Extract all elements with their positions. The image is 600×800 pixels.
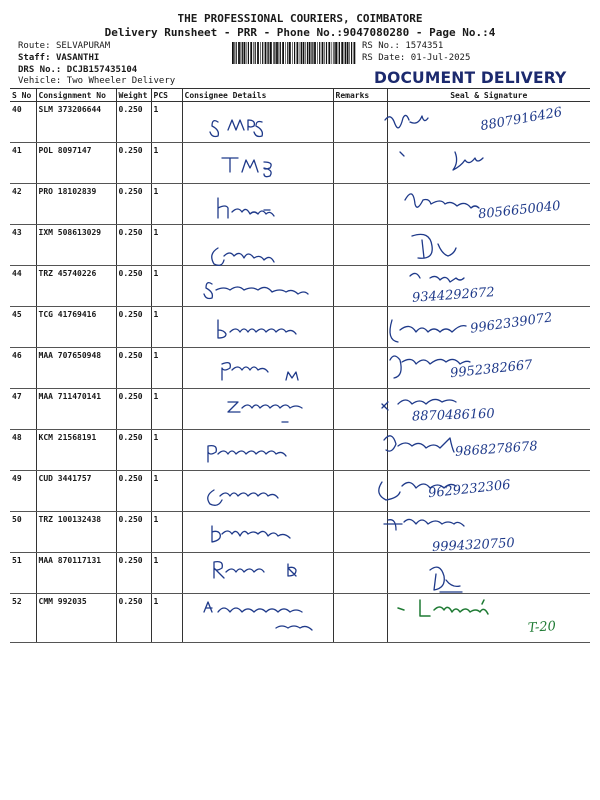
signature-row-42 [405, 194, 479, 208]
weight-cell: 0.250 [116, 553, 151, 594]
weight-cell: 0.250 [116, 471, 151, 512]
pcs-cell: 1 [151, 430, 182, 471]
handwritten-phone: 9344292672 [411, 285, 496, 306]
consignee-handwriting-44 [204, 283, 308, 299]
handwritten-phone: 9952382667 [449, 357, 534, 382]
weight-cell: 0.250 [116, 389, 151, 430]
signature-row-50 [384, 519, 464, 530]
consignment-cell: PRO 18102839 [36, 184, 116, 225]
handwritten-phone: 8807916426 [479, 104, 564, 135]
route-value: SELVAPURAM [55, 41, 111, 51]
document-delivery-stamp: DOCUMENT DELIVERY [374, 68, 567, 87]
signature-row-40 [385, 115, 428, 127]
consignee-handwriting-40 [210, 120, 262, 137]
consignee-handwriting-42 [218, 198, 274, 218]
handwritten-phone: 9994320750 [431, 535, 516, 556]
pcs-cell: 1 [151, 553, 182, 594]
handwritten-phone: 8056650040 [477, 198, 562, 223]
sno-cell: 47 [10, 389, 36, 430]
sno-cell: 41 [10, 143, 36, 184]
pcs-cell: 1 [151, 184, 182, 225]
consignee-handwriting-48 [208, 446, 286, 462]
consignee-handwriting-50 [212, 526, 290, 542]
weight-cell: 0.250 [116, 102, 151, 143]
pcs-cell: 1 [151, 225, 182, 266]
header-consignment: Consignment No [36, 89, 116, 102]
staff-value: VASANTHI [55, 53, 100, 63]
consignee-handwriting-41 [222, 158, 271, 177]
weight-cell: 0.250 [116, 594, 151, 643]
consignee-handwriting-43 [212, 248, 274, 265]
signature-row-48 [384, 436, 454, 452]
sno-cell: 49 [10, 471, 36, 512]
weight-cell: 0.250 [116, 348, 151, 389]
handwritten-phone: 9962339072 [469, 310, 554, 337]
vehicle-label: Vehicle: [18, 76, 62, 86]
rs-date-label: RS Date: [362, 53, 406, 63]
handwritten-phone: 8870486160 [411, 406, 495, 425]
header-consignee: Consignee Details [182, 89, 333, 102]
weight-cell: 0.250 [116, 512, 151, 553]
signature-row-41 [400, 152, 483, 170]
staff-label: Staff: [18, 53, 51, 63]
weight-cell: 0.250 [116, 266, 151, 307]
vehicle-value: Two Wheeler Delivery [66, 76, 176, 86]
consignee-handwriting-51 [214, 562, 296, 578]
consignment-cell: TRZ 45740226 [36, 266, 116, 307]
consignment-cell: TRZ 100132438 [36, 512, 116, 553]
handwritten-time: T-20 [527, 619, 557, 636]
weight-cell: 0.250 [116, 430, 151, 471]
drs-label: DRS No.: [18, 65, 62, 75]
rs-no-label: RS No.: [362, 41, 400, 51]
pcs-cell: 1 [151, 471, 182, 512]
pcs-cell: 1 [151, 594, 182, 643]
pcs-cell: 1 [151, 102, 182, 143]
consignment-cell: CUD 3441757 [36, 471, 116, 512]
signature-row-45 [390, 320, 466, 342]
consignment-cell: IXM 508613029 [36, 225, 116, 266]
runsheet-title: Delivery Runsheet - PRR - Phone No.:9047080280 - Page No.:4 [104, 26, 496, 39]
header-signature: Seal & Signature [387, 89, 590, 102]
handwritten-phone: 9868278678 [454, 439, 539, 460]
consignee-handwriting-52 [204, 602, 312, 630]
sno-cell: 50 [10, 512, 36, 553]
signature-row-51 [430, 567, 462, 592]
consignee-handwriting-47 [228, 402, 302, 422]
header-pcs: PCS [151, 89, 182, 102]
header-weight: Weight [116, 89, 151, 102]
sno-cell: 43 [10, 225, 36, 266]
weight-cell: 0.250 [116, 225, 151, 266]
drs-value: DCJB157435104 [66, 65, 138, 75]
handwritten-phone: 9629232306 [427, 477, 512, 502]
consignment-cell: MAA 711470141 [36, 389, 116, 430]
weight-cell: 0.250 [116, 307, 151, 348]
pcs-cell: 1 [151, 389, 182, 430]
sno-cell: 48 [10, 430, 36, 471]
weight-cell: 0.250 [116, 184, 151, 225]
consignment-cell: MAA 870117131 [36, 553, 116, 594]
rs-date-value: 01-Jul-2025 [410, 53, 471, 63]
sno-cell: 40 [10, 102, 36, 143]
weight-cell: 0.250 [116, 143, 151, 184]
pcs-cell: 1 [151, 266, 182, 307]
sno-cell: 44 [10, 266, 36, 307]
pcs-cell: 1 [151, 348, 182, 389]
sno-cell: 42 [10, 184, 36, 225]
rs-no-value: 1574351 [405, 41, 444, 51]
header-remarks: Remarks [333, 89, 387, 102]
pcs-cell: 1 [151, 512, 182, 553]
consignee-handwriting-46 [222, 363, 298, 380]
consignment-cell: SLM 373206644 [36, 102, 116, 143]
header-sno: S No [10, 89, 36, 102]
consignment-cell: MAA 707650948 [36, 348, 116, 389]
consignment-cell: CMM 992035 [36, 594, 116, 643]
pcs-cell: 1 [151, 143, 182, 184]
consignee-handwriting-45 [218, 320, 296, 338]
signature-row-44 [410, 273, 464, 282]
pcs-cell: 1 [151, 307, 182, 348]
consignment-cell: KCM 21568191 [36, 430, 116, 471]
sno-cell: 46 [10, 348, 36, 389]
route-label: Route: [18, 41, 51, 51]
signature-row-43 [412, 234, 456, 258]
sno-cell: 52 [10, 594, 36, 643]
consignee-handwriting-49 [208, 490, 278, 505]
consignment-cell: POL 8097147 [36, 143, 116, 184]
signature-row-52 [398, 600, 488, 616]
company-name: THE PROFESSIONAL COURIERS, COIMBATORE [177, 12, 423, 25]
consignment-cell: TCG 41769416 [36, 307, 116, 348]
sno-cell: 45 [10, 307, 36, 348]
sno-cell: 51 [10, 553, 36, 594]
